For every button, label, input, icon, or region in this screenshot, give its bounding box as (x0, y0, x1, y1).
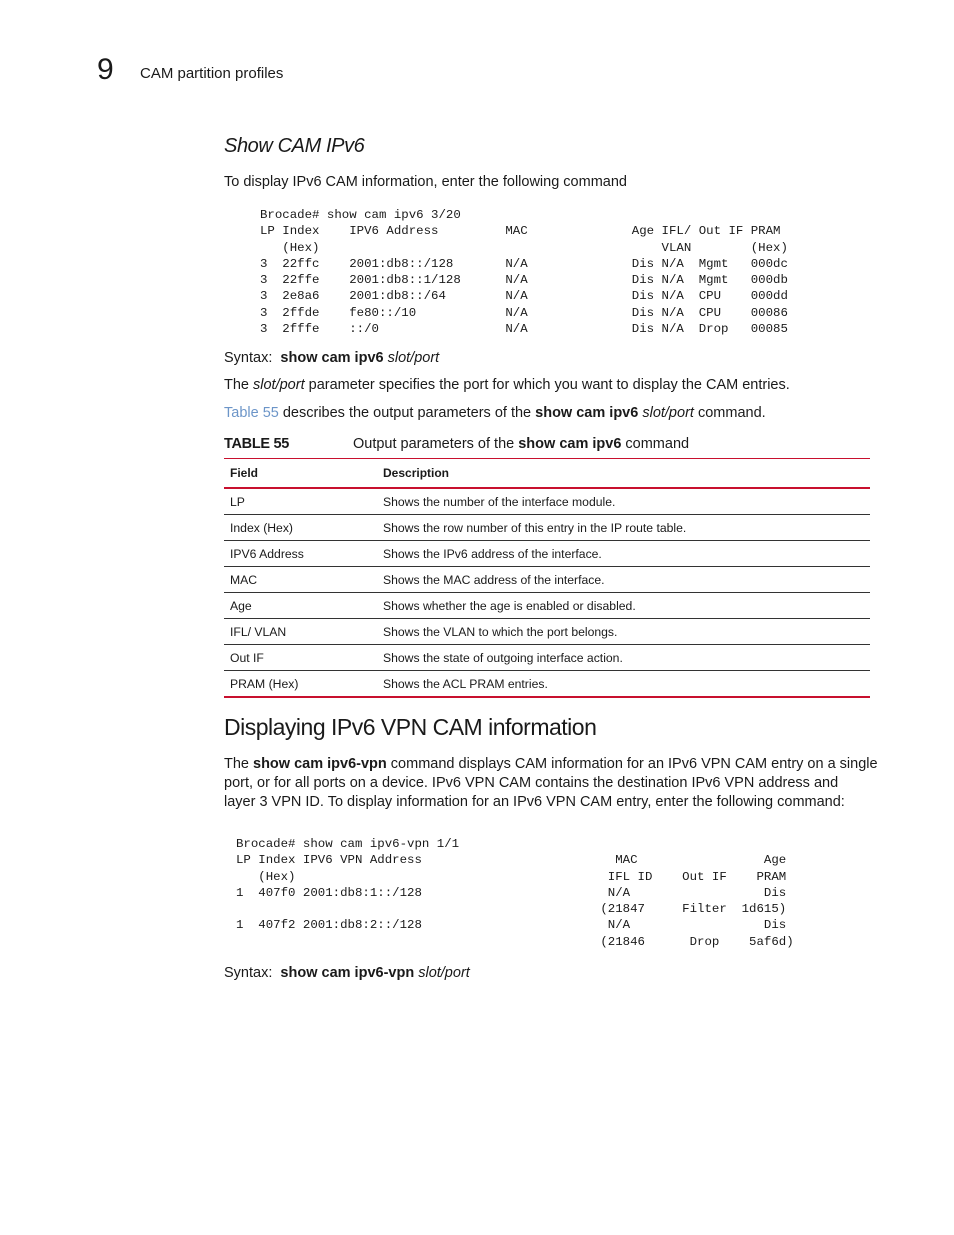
header-description: Description (377, 459, 870, 489)
vpn-desc-line3: layer 3 VPN ID. To display information for an IPv6 VPN CAM entry, enter the following command: (224, 794, 845, 810)
table-row (224, 619, 870, 645)
cell-description: Shows the ACL PRAM entries. (377, 671, 870, 698)
section-heading-ipv6-vpn: Displaying IPv6 VPN CAM information (224, 714, 597, 740)
cell-field: LP (224, 488, 377, 515)
vpn-description (224, 755, 884, 812)
syntax-command: show cam ipv6-vpn (280, 965, 415, 981)
vpn-line1-post: command displays CAM information for an IPv6 VPN CAM entry on a single (386, 756, 878, 772)
cell-field: IPV6 Address (224, 541, 377, 567)
output-parameters-table (224, 458, 870, 698)
cell-field: Out IF (224, 645, 377, 671)
vpn-desc-line1 (224, 755, 884, 774)
syntax-argument: slot/port (418, 965, 470, 981)
code-block-show-cam-ipv6-vpn: Brocade# show cam ipv6-vpn 1/1 LP Index IPV6 VPN Address MAC Age (Hex) IFL ID Out IF PRAM 1 407f0 2001:db8:1::/128 N/A Dis (21847 Filter 1d615) 1 407f2 2001:db8:2::/128 N/A Dis (21846 Drop 5af6d) (236, 837, 794, 949)
cell-description: Shows the MAC address of the interface. (377, 567, 870, 593)
syntax-line-ipv6-vpn (224, 964, 470, 982)
param-arg: slot/port (253, 377, 305, 393)
table-reference (224, 404, 766, 423)
cell-description: Shows the number of the interface module. (377, 488, 870, 515)
cell-field: Age (224, 593, 377, 619)
chapter-title: CAM partition profiles (140, 65, 284, 82)
syntax-label: Syntax: (224, 965, 273, 981)
cell-description: Shows the state of outgoing interface action. (377, 645, 870, 671)
vpn-desc-line2: port, or for all ports on a device. IPv6 VPN CAM contains the destination IPv6 VPN address and (224, 775, 839, 791)
cell-description: Shows the row number of this entry in the IP route table. (377, 515, 870, 541)
header-field: Field (224, 459, 377, 489)
ref-arg: slot/port (642, 405, 694, 421)
ref-mid: describes the output parameters of the (278, 405, 536, 421)
table-caption (353, 436, 689, 452)
table-row (224, 645, 870, 671)
cell-field: MAC (224, 567, 377, 593)
section-heading-show-cam-ipv6: Show CAM IPv6 (224, 135, 365, 157)
caption-post: command (621, 436, 690, 452)
ref-end: command. (693, 405, 766, 421)
table-label: TABLE 55 (224, 436, 290, 452)
cell-description: Shows the VLAN to which the port belongs. (377, 619, 870, 645)
chapter-number: 9 (97, 53, 114, 86)
param-description (224, 376, 790, 395)
table-header-row (224, 459, 870, 489)
cell-field: IFL/ VLAN (224, 619, 377, 645)
table-row (224, 488, 870, 515)
cell-field: PRAM (Hex) (224, 671, 377, 698)
cell-description: Shows the IPv6 address of the interface. (377, 541, 870, 567)
caption-pre: Output parameters of the (353, 436, 519, 452)
table-55-link[interactable]: Table 55 (224, 405, 279, 421)
caption-command: show cam ipv6 (518, 436, 622, 452)
table-row (224, 515, 870, 541)
intro-text: To display IPv6 CAM information, enter the following command (224, 174, 627, 190)
table-row (224, 671, 870, 698)
param-pre: The (224, 377, 254, 393)
ref-command: show cam ipv6 (535, 405, 639, 421)
syntax-label: Syntax: (224, 350, 273, 366)
syntax-line-ipv6 (224, 349, 439, 367)
vpn-command: show cam ipv6-vpn (253, 756, 387, 772)
vpn-pre: The (224, 756, 254, 772)
cell-description: Shows whether the age is enabled or disabled. (377, 593, 870, 619)
cell-field: Index (Hex) (224, 515, 377, 541)
table-row (224, 567, 870, 593)
param-post: parameter specifies the port for which you want to display the CAM entries. (304, 377, 790, 393)
code-block-show-cam-ipv6: Brocade# show cam ipv6 3/20 LP Index IPV6 Address MAC Age IFL/ Out IF PRAM (Hex) VLAN (Hex) 3 22ffc 2001:db8::/128 N/A Dis N/A Mgmt 000dc 3 22ffe 2001:db8::1/128 N/A Dis N/A Mgmt 000db 3 2e8a6 2001:db8::/64 N/A Dis N/A CPU 000dd 3 2ffde fe80::/10 N/A Dis N/A CPU 00086 3 2fffe ::/0 N/A Dis N/A Drop 00085 (260, 208, 788, 337)
syntax-command: show cam ipv6 (280, 350, 384, 366)
syntax-argument: slot/port (387, 350, 440, 366)
table-row (224, 541, 870, 567)
table-row (224, 593, 870, 619)
